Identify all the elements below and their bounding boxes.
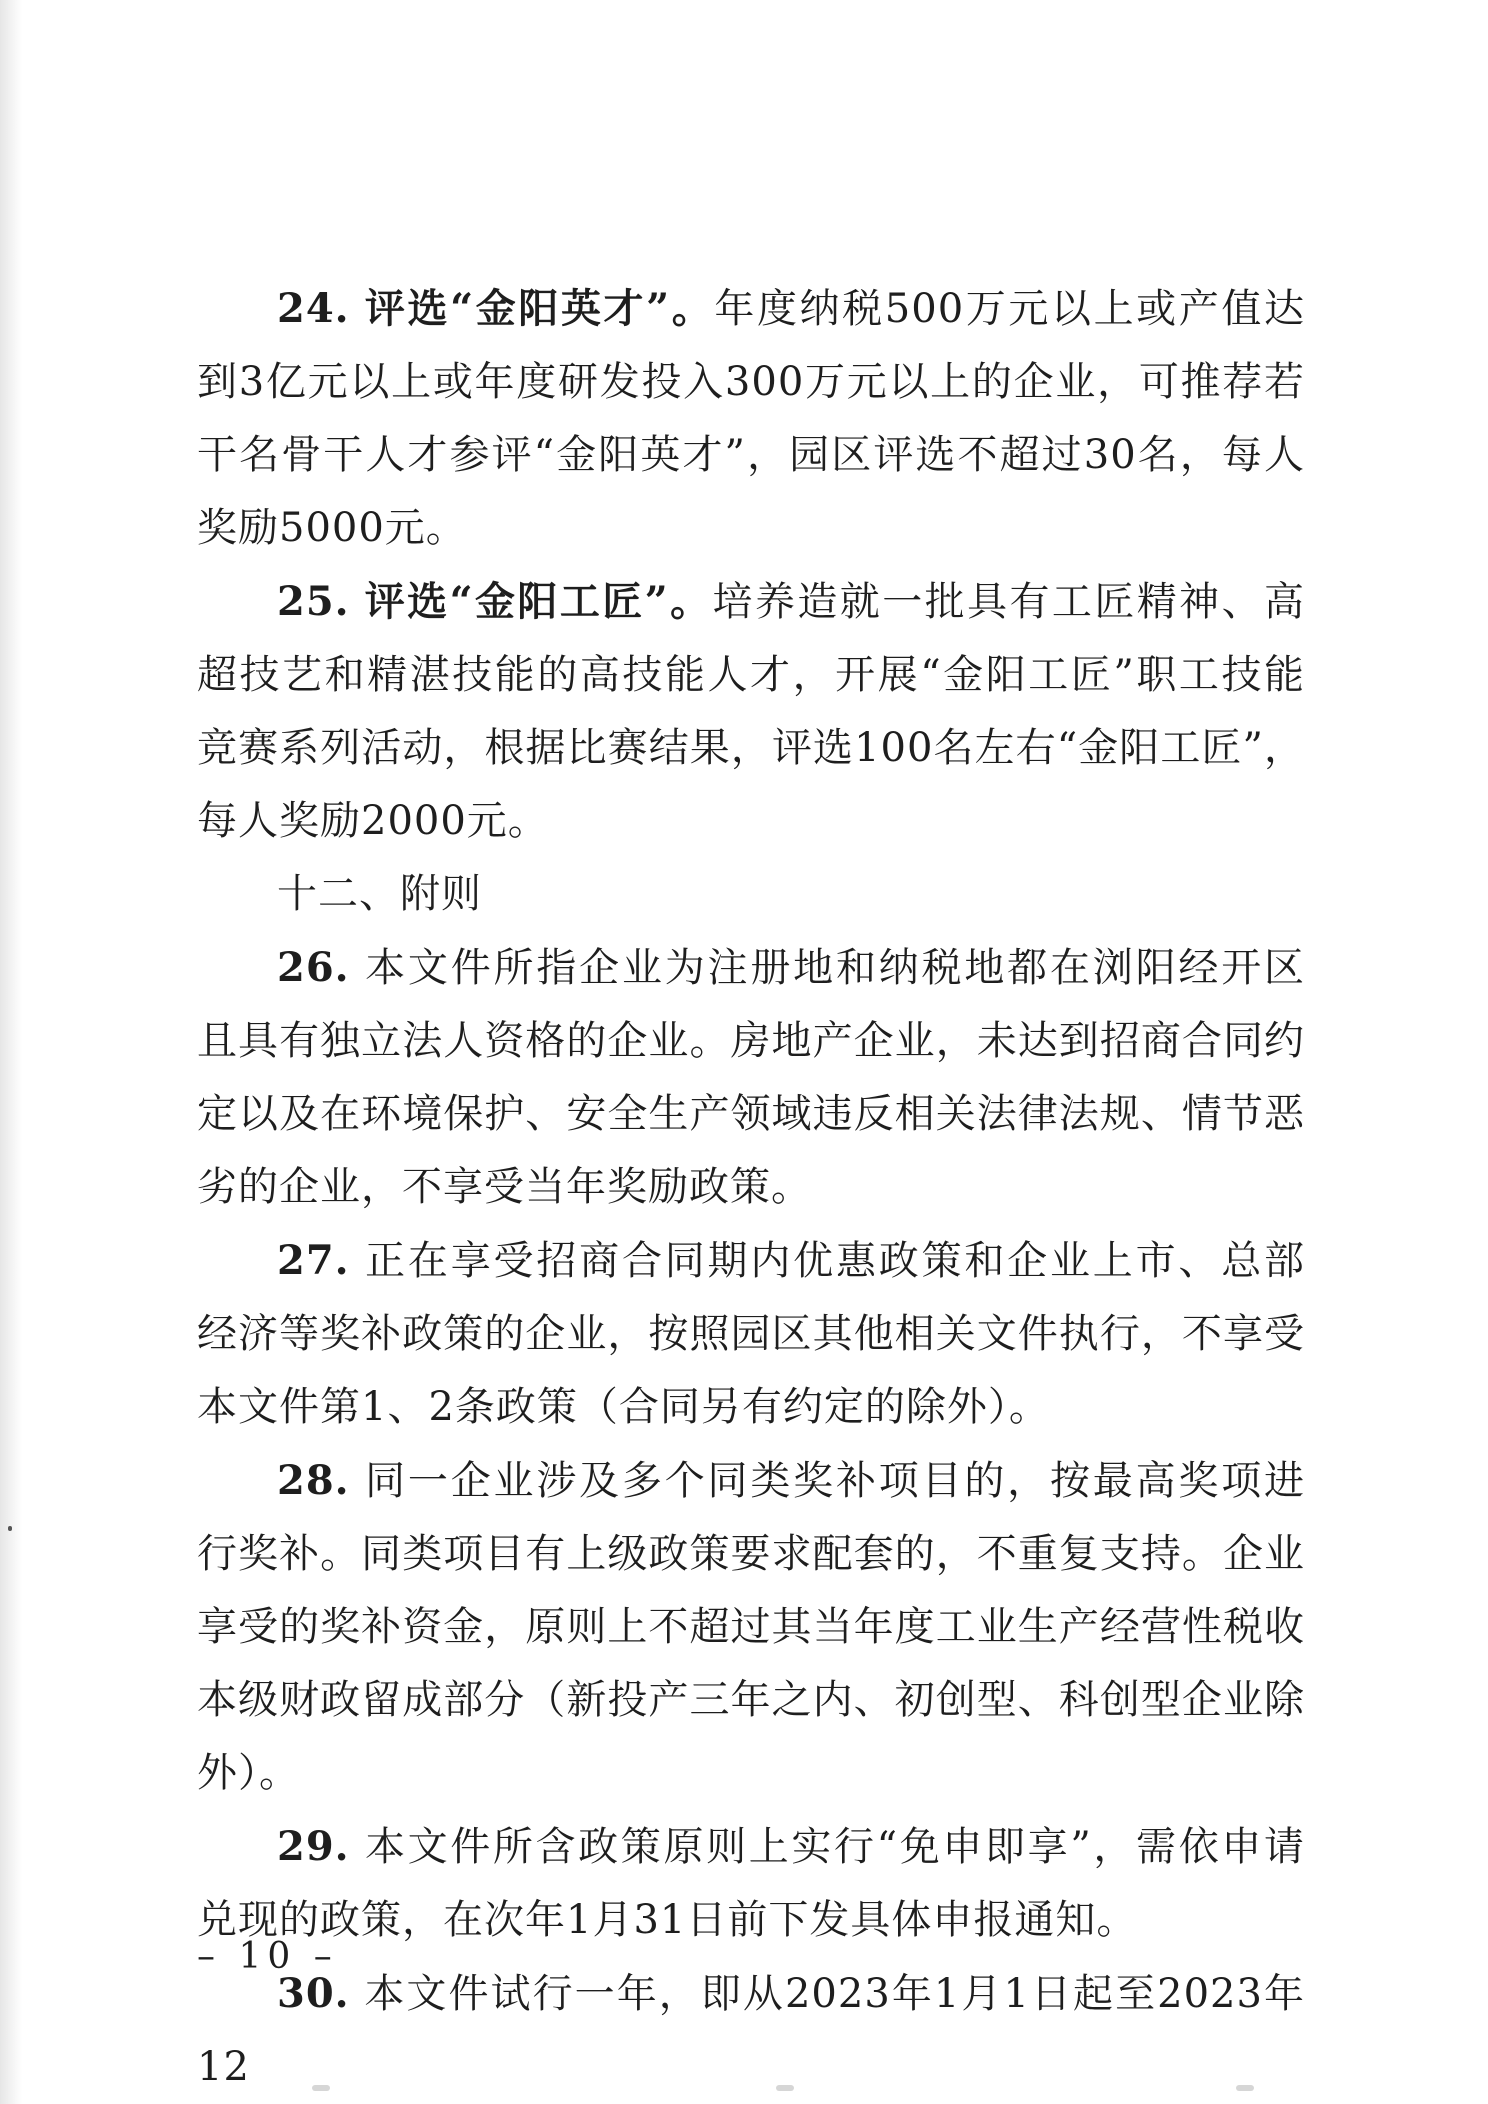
article-30-body: 本文件试行一年，即从2023年1月1日起至2023年12 — [197, 1971, 1305, 2090]
article-27-body: 正在享受招商合同期内优惠政策和企业上市、总部经济等奖补政策的企业，按照园区其他相关文件执行，不享受本文件第1、2条政策（合同另有约定的除外）。 — [197, 1238, 1306, 1430]
article-26-body: 本文件所指企业为注册地和纳税地都在浏阳经开区且具有独立法人资格的企业。房地产企业，未达到招商合同约定以及在环境保护、安全生产领域违反相关法律法规、情节恶劣的企业，不享受当年奖励政策。 — [197, 945, 1306, 1210]
article-28-body: 同一企业涉及多个同类奖补项目的，按最高奖项进行奖补。同类项目有上级政策要求配套的，不重复支持。企业享受的奖补资金，原则上不超过其当年度工业生产经营性税收本级财政留成部分（新投产三年之内、初创型、科创型企业除外）。 — [197, 1458, 1306, 1796]
page-number: – 10 – — [197, 1936, 338, 1977]
scan-speck — [312, 2085, 330, 2091]
article-28 — [197, 1444, 1305, 1810]
article-29-body: 本文件所含政策原则上实行“免申即享”，需依申请兑现的政策，在次年1月31日前下发具体申报通知。 — [197, 1824, 1305, 1943]
document-body — [197, 272, 1305, 2104]
article-28-number: 28. — [277, 1457, 350, 1504]
scan-speck — [1236, 2085, 1254, 2091]
article-29 — [197, 1810, 1305, 1957]
paragraph-24-title: 评选“金阳英才”。 — [364, 285, 715, 332]
scan-speck — [8, 1526, 12, 1531]
article-26 — [197, 931, 1305, 1224]
paragraph-25-number: 25. — [277, 578, 350, 625]
article-27-number: 27. — [277, 1237, 350, 1284]
paragraph-24-body: 年度纳税500万元以上或产值达到3亿元以上或年度研发投入300万元以上的企业，可推荐若干名骨干人才参评“金阳英才”，园区评选不超过30名，每人奖励5000元。 — [197, 286, 1305, 551]
scan-edge-shadow — [0, 0, 22, 2104]
paragraph-25 — [197, 565, 1305, 858]
article-27 — [197, 1224, 1305, 1444]
article-29-number: 29. — [277, 1823, 350, 1870]
paragraph-24-number: 24. — [277, 285, 350, 332]
article-30 — [197, 1957, 1305, 2104]
article-30-number: 30. — [277, 1970, 350, 2017]
paragraph-25-title: 评选“金阳工匠”。 — [364, 578, 713, 625]
section-heading-supplementary: 十二、附则 — [277, 871, 482, 917]
scan-speck — [776, 2085, 794, 2091]
article-26-number: 26. — [277, 944, 350, 991]
paragraph-24 — [197, 272, 1305, 565]
paragraph-25-body: 培养造就一批具有工匠精神、高超技艺和精湛技能的高技能人才，开展“金阳工匠”职工技能竞赛系列活动，根据比赛结果，评选100名左右“金阳工匠”，每人奖励2000元。 — [197, 579, 1306, 844]
